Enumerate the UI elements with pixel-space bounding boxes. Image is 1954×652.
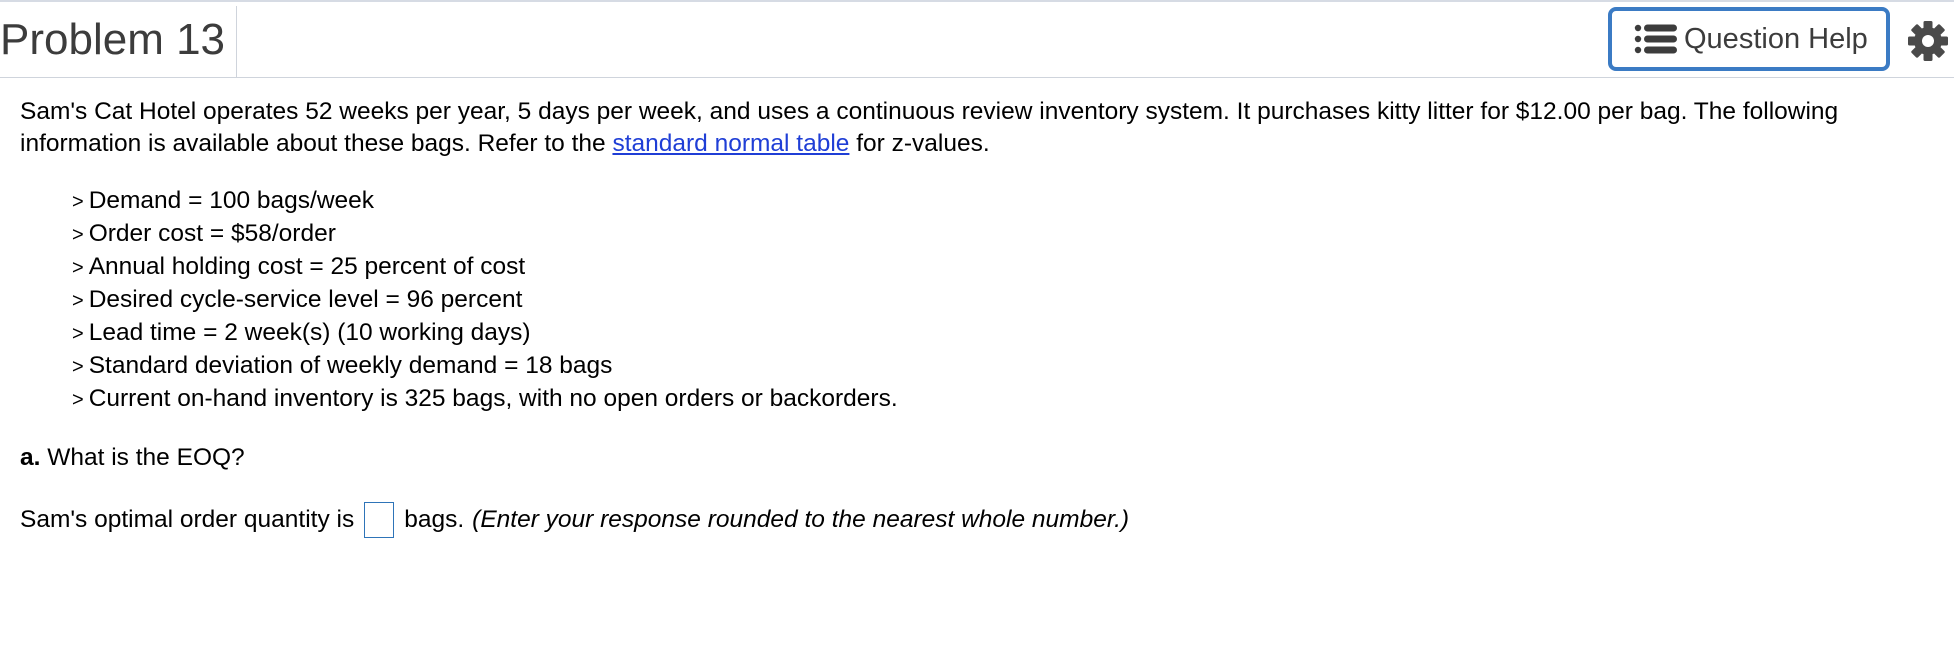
answer-hint: (Enter your response rounded to the nearest whole number.) bbox=[472, 506, 1130, 533]
list-item bbox=[72, 317, 1930, 350]
bullet-marker: > bbox=[72, 389, 84, 411]
page-title: Problem 13 bbox=[0, 15, 226, 64]
bullet-marker: > bbox=[72, 323, 84, 345]
problem-content bbox=[20, 96, 1930, 538]
question-help-label: Question Help bbox=[1684, 22, 1868, 55]
question-a bbox=[20, 442, 1930, 474]
bullet-text: Annual holding cost = 25 percent of cost bbox=[88, 253, 526, 280]
problem-intro bbox=[20, 96, 1930, 160]
bullet-marker: > bbox=[72, 224, 84, 246]
question-help-button[interactable] bbox=[1608, 7, 1890, 71]
list-item bbox=[72, 251, 1930, 284]
title-divider bbox=[236, 6, 237, 78]
question-text: What is the EOQ? bbox=[40, 444, 245, 471]
answer-prefix: Sam's optimal order quantity is bbox=[20, 506, 355, 533]
intro-text: Sam's Cat Hotel operates 52 weeks per year, 5 days per week, and uses a continuous review inventory system. It purchases kitty litter for $12.00 per bag. The following information is available about these bags. Refer to the bbox=[20, 98, 1839, 157]
standard-normal-table-link[interactable]: standard normal table bbox=[612, 130, 850, 157]
bullet-text: Order cost = $58/order bbox=[88, 220, 336, 247]
bullet-marker: > bbox=[72, 257, 84, 279]
bullet-text: Standard deviation of weekly demand = 18 bags bbox=[88, 352, 613, 379]
list-icon bbox=[1634, 24, 1678, 54]
answer-line bbox=[20, 502, 1930, 538]
intro-text-end: for z-values. bbox=[849, 130, 990, 157]
bullet-text: Demand = 100 bags/week bbox=[88, 187, 375, 214]
bullet-text: Current on-hand inventory is 325 bags, with no open orders or backorders. bbox=[88, 385, 898, 412]
list-item bbox=[72, 383, 1930, 416]
bullet-marker: > bbox=[72, 290, 84, 312]
header-bar bbox=[0, 2, 1954, 78]
list-item bbox=[72, 284, 1930, 317]
list-item bbox=[72, 185, 1930, 218]
bullet-text: Lead time = 2 week(s) (10 working days) bbox=[88, 319, 531, 346]
gear-icon[interactable] bbox=[1907, 20, 1949, 62]
given-data-list bbox=[20, 185, 1930, 416]
question-label: a. bbox=[20, 444, 41, 471]
eoq-answer-input[interactable] bbox=[364, 502, 394, 538]
bullet-text: Desired cycle-service level = 96 percent bbox=[88, 286, 523, 313]
bullet-marker: > bbox=[72, 356, 84, 378]
list-item bbox=[72, 218, 1930, 251]
answer-unit: bags. bbox=[404, 506, 465, 533]
bullet-marker: > bbox=[72, 191, 84, 213]
list-item bbox=[72, 350, 1930, 383]
